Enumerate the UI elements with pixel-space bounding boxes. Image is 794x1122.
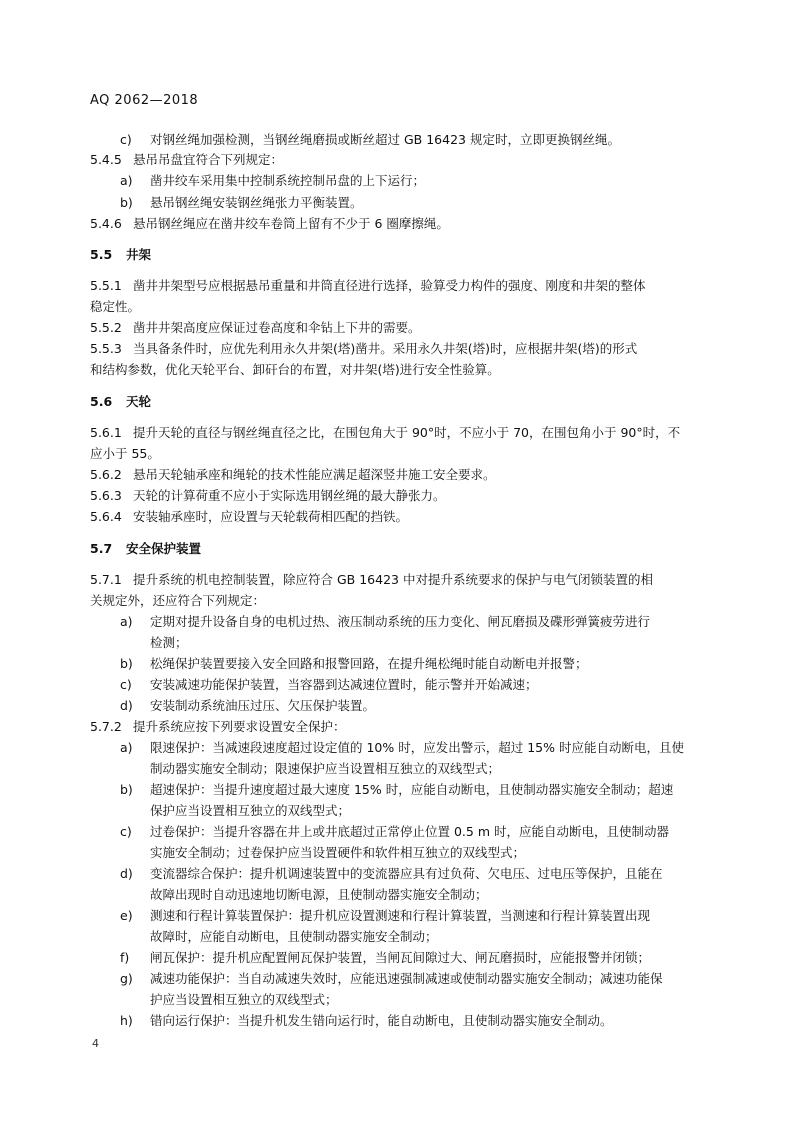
line-text: 测速和行程计算装置保护：提升机应设置测速和行程计算装置，当测速和行程计算装置出现 [150, 908, 651, 923]
text-line [150, 929, 438, 945]
list-label: a) [120, 740, 133, 755]
clause-number: 5.6.3 [90, 488, 122, 503]
line-text: 提升天轮的直径与钢丝绳直径之比，在围包角大于 90°时，不应小于 70，在围包角小于 90°时，不 [133, 425, 681, 440]
list-label: d) [120, 698, 133, 713]
clause-number: 5.6.1 [90, 425, 122, 440]
list-label: c) [120, 677, 132, 692]
list-label: b) [120, 195, 133, 210]
line-text: 限速保护：当减速段速度超过设定值的 10% 时，应发出警示，超过 15% 时应能自动断电，且使 [150, 740, 684, 755]
text-line [150, 887, 488, 903]
line-text: 保护应当设置相互独立的双线型式； [150, 803, 351, 818]
text-line [90, 593, 265, 609]
clause-number: 5.5.1 [90, 278, 122, 293]
list-label: b) [120, 782, 133, 797]
line-text: 悬吊钢丝绳安装钢丝绳张力平衡装置。 [150, 195, 363, 210]
text-line [150, 761, 500, 777]
text-line [120, 132, 620, 148]
page-number: 4 [92, 1037, 99, 1050]
list-label: e) [120, 908, 133, 923]
text-line [90, 320, 421, 336]
line-text: 对钢丝绳加强检测，当钢丝绳磨损或断丝超过 GB 16423 规定时，立即更换钢丝绳。 [150, 132, 620, 147]
line-text: 闸瓦保护：提升机应配置闸瓦保护装置，当闸瓦间隙过大、闸瓦磨损时，应能报警并闭锁； [150, 950, 651, 965]
line-text: 凿井井架高度应保证过卷高度和伞钻上下井的需要。 [133, 320, 421, 335]
line-text: 悬吊吊盘宜符合下列规定： [133, 152, 284, 167]
clause-number: 5.6.4 [90, 509, 122, 524]
text-line [90, 425, 680, 441]
text-line [90, 446, 160, 462]
clause-number: 5.5 [90, 247, 113, 262]
line-text: 天轮的计算荷重不应小于实际选用钢丝绳的最大静张力。 [133, 488, 446, 503]
text-line [120, 824, 669, 840]
text-line [120, 740, 684, 756]
line-text: 实施安全制动；过卷保护应当设置硬件和软件相互独立的双线型式； [150, 845, 526, 860]
line-text: 提升系统应按下列要求设置安全保护： [133, 719, 346, 734]
text-line [120, 614, 650, 630]
text-line [120, 866, 663, 882]
text-line [120, 677, 538, 693]
clause-number: 5.4.6 [90, 216, 122, 231]
line-text: 凿井绞车采用集中控制系统控制吊盘的上下运行； [150, 173, 426, 188]
clause-number: 5.4.5 [90, 152, 122, 167]
line-text: 安装轴承座时，应设置与天轮载荷相匹配的挡铁。 [133, 509, 409, 524]
section-heading [90, 394, 151, 410]
text-line [90, 362, 500, 378]
line-text: 井架 [126, 247, 152, 262]
text-line [120, 173, 425, 189]
text-line [120, 950, 650, 966]
line-text: 安装制动系统油压过压、欠压保护装置。 [150, 698, 376, 713]
line-text: 天轮 [126, 394, 152, 409]
list-label: a) [120, 173, 133, 188]
text-line [120, 971, 663, 987]
clause-number: 5.5.3 [90, 341, 122, 356]
section-heading [90, 541, 201, 557]
text-line [150, 845, 525, 861]
text-line [90, 509, 408, 525]
text-line [120, 698, 375, 714]
list-label: f) [120, 950, 130, 965]
line-text: 松绳保护装置要接入安全回路和报警回路，在提升绳松绳时能自动断电并报警； [150, 656, 588, 671]
line-text: 定期对提升设备自身的电机过热、液压制动系统的压力变化、闸瓦磨损及碟形弹簧疲劳进行 [150, 614, 651, 629]
text-line [90, 467, 496, 483]
text-line [120, 1013, 613, 1029]
list-label: c) [120, 132, 132, 147]
text-line [90, 572, 653, 588]
clause-number: 5.6.2 [90, 467, 122, 482]
list-label: c) [120, 824, 132, 839]
text-line [150, 635, 188, 651]
line-text: 制动器实施安全制动；限速保护应当设置相互独立的双线型式； [150, 761, 501, 776]
page-header: AQ 2062—2018 [90, 93, 199, 108]
line-text: 错向运行保护：当提升机发生错向运行时，能自动断电，且使制动器实施安全制动。 [150, 1013, 613, 1028]
line-text: 悬吊钢丝绳应在凿井绞车卷筒上留有不少于 6 圈摩擦绳。 [133, 216, 449, 231]
clause-number: 5.7.1 [90, 572, 122, 587]
line-text: 关规定外，还应符合下列规定： [90, 593, 266, 608]
section-heading [90, 247, 151, 263]
line-text: 安全保护装置 [126, 541, 202, 556]
text-line [90, 152, 283, 168]
list-label: h) [120, 1013, 133, 1028]
text-line [90, 488, 446, 504]
text-line [120, 195, 363, 211]
line-text: 故障时，应能自动断电，且使制动器实施安全制动； [150, 929, 438, 944]
text-line [90, 278, 646, 294]
list-label: d) [120, 866, 133, 881]
text-line [120, 782, 673, 798]
line-text: 稳定性。 [90, 299, 141, 314]
clause-number: 5.7 [90, 541, 113, 556]
line-text: 当具备条件时，应优先利用永久井架(塔)凿井。采用永久井架(塔)时，应根据井架(塔)的形式 [133, 341, 638, 356]
line-text: 护应当设置相互独立的双线型式； [150, 992, 338, 1007]
text-line [90, 299, 140, 315]
text-line [120, 656, 588, 672]
line-text: 凿井井架型号应根据悬吊重量和井筒直径进行选择，验算受力构件的强度、刚度和井架的整体 [133, 278, 646, 293]
line-text: 变流器综合保护：提升机调速装置中的变流器应具有过负荷、欠电压、过电压等保护，且能在 [150, 866, 663, 881]
clause-number: 5.7.2 [90, 719, 122, 734]
text-line [150, 803, 350, 819]
text-line [120, 908, 650, 924]
list-label: a) [120, 614, 133, 629]
line-text: 故障出现时自动迅速地切断电源，且使制动器实施安全制动； [150, 887, 488, 902]
clause-number: 5.5.2 [90, 320, 122, 335]
line-text: 和结构参数，优化天轮平台、卸矸台的布置，对井架(塔)进行安全性验算。 [90, 362, 500, 377]
line-text: 应小于 55。 [90, 446, 160, 461]
line-text: 检测； [150, 635, 188, 650]
line-text: 超速保护：当提升速度超过最大速度 15% 时，应能自动断电，且使制动器实施安全制动；超速 [150, 782, 674, 797]
text-line [90, 341, 637, 357]
list-label: b) [120, 656, 133, 671]
clause-number: 5.6 [90, 394, 113, 409]
text-line [90, 216, 449, 232]
line-text: 过卷保护：当提升容器在井上或井底超过正常停止位置 0.5 m 时，应能自动断电，且使制动器 [150, 824, 669, 839]
line-text: 悬吊天轮轴承座和绳轮的技术性能应满足超深竖井施工安全要求。 [133, 467, 496, 482]
line-text: 提升系统的机电控制装置，除应符合 GB 16423 中对提升系统要求的保护与电气闭锁装置的相 [133, 572, 653, 587]
line-text: 安装减速功能保护装置，当容器到达减速位置时，能示警并开始减速； [150, 677, 538, 692]
line-text: 减速功能保护：当自动减速失效时，应能迅速强制减速或使制动器实施安全制动；减速功能保 [150, 971, 663, 986]
text-line [90, 719, 346, 735]
list-label: g) [120, 971, 133, 986]
text-line [150, 992, 338, 1008]
